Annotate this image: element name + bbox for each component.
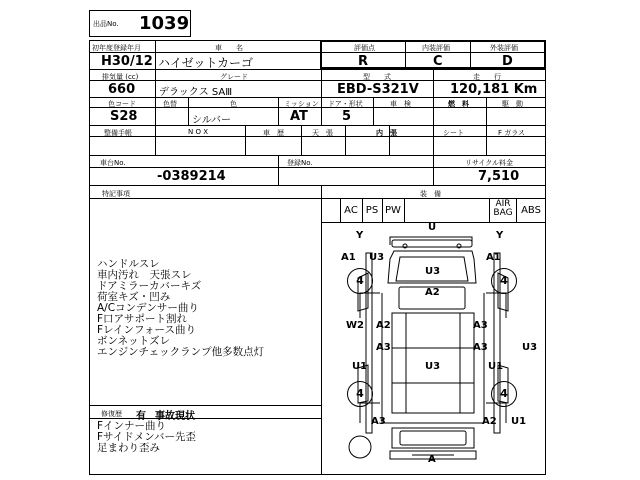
remark-item: ハンドルスレ [97, 258, 160, 270]
remark-item: ドアミラーカバーキズ [97, 280, 202, 292]
exterior-value: D [502, 54, 513, 69]
damage-a3-left-center: A3 [376, 342, 391, 353]
damage-u1-rear-right: U1 [511, 416, 527, 427]
label-model: 型 式 [363, 73, 391, 81]
label-exterior: 外装評価 [490, 44, 518, 52]
label-equipment: 装 備 [420, 190, 441, 198]
damage-a2-rear-right: A2 [482, 416, 497, 427]
equipment-abs: ABS [521, 205, 541, 216]
label-score: 評価点 [354, 44, 375, 52]
mission-value: AT [290, 109, 308, 124]
label-interior: 内装評価 [422, 44, 450, 52]
repair-item: Fサイドメンバー先歪 [97, 431, 196, 443]
label-seat: シート [443, 129, 464, 137]
model-value: EBD-S321V [337, 82, 419, 97]
color-value: シルバー [192, 115, 232, 126]
color-code-value: S28 [110, 109, 138, 124]
damage-y-right: Y [496, 230, 504, 241]
label-drive: 駆 動 [502, 100, 523, 108]
lot-number: 1039 [139, 13, 190, 34]
tire-front-right: 4 [491, 268, 517, 294]
tire-rear-right: 4 [491, 381, 517, 407]
label-repair: 修復歴 [101, 410, 122, 418]
remark-item: 荷室キズ・凹み [97, 291, 171, 303]
label-sunroof: 天 張 [312, 129, 333, 137]
damage-a1-tl: A1 [341, 252, 356, 263]
label-grade: グレード [220, 73, 248, 81]
damage-a2-hood: A2 [425, 287, 440, 298]
label-manual: 整備手帳 [104, 129, 132, 137]
score-value: R [358, 54, 369, 69]
damage-a3-right-lower: A3 [473, 342, 488, 353]
label-chassis-no: 車台No. [100, 159, 126, 167]
label-year: 初年度登録年月 [92, 44, 141, 52]
label-fuel: 燃 料 [448, 100, 469, 108]
label-car-name: 車 名 [215, 44, 243, 52]
grade-value: デラックス SAⅢ [159, 87, 233, 98]
label-glass: F ガラス [498, 129, 526, 137]
damage-u1-left: U1 [352, 361, 368, 372]
damage-a3-right-upper: A3 [473, 320, 488, 331]
remark-item: ボンネットズレ [97, 335, 171, 347]
doors-value: 5 [342, 109, 352, 124]
label-mission: ミッション [284, 100, 319, 108]
damage-top-u: U [428, 222, 437, 233]
damage-a1-tr: A1 [486, 252, 501, 263]
damage-a3-rear-left: A3 [371, 416, 386, 427]
remark-item: 車内汚れ 天張スレ [97, 269, 192, 281]
label-recycle: リサイクル料金 [465, 159, 514, 167]
repair-status: 有 [136, 411, 146, 422]
equipment-airbag: AIR BAG [493, 199, 513, 218]
label-color: 色 [230, 100, 237, 108]
mileage-value: 120,181 Km [450, 82, 538, 97]
tire-rear-left: 4 [347, 381, 373, 407]
label-interior-cloth: 内 張 [376, 129, 397, 137]
equipment-pw: PW [385, 205, 401, 216]
damage-u3-roof: U3 [425, 361, 441, 372]
remark-item: エンジンチェックランプ他多数点灯 [97, 346, 265, 358]
remark-item: F口アサポート割れ [97, 313, 188, 325]
label-history: 車 歴 [263, 129, 284, 137]
chassis-no-value: -0389214 [157, 169, 226, 184]
tire-front-left: 4 [347, 268, 373, 294]
label-mileage: 走 行 [473, 73, 501, 81]
label-inspection: 車 検 [390, 100, 411, 108]
damage-u3-hood: U3 [425, 266, 441, 277]
repair-item: 足まわり歪み [97, 442, 160, 454]
label-doors: ドア・形状 [328, 100, 363, 108]
repair-item: Fインナー曲り [97, 420, 167, 432]
label-color-code: 色コード [108, 100, 136, 108]
lot-label: 出品No. [93, 20, 119, 28]
equipment-ps: PS [365, 205, 379, 216]
label-remarks: 特記事項 [102, 190, 130, 198]
damage-u1-right: U1 [488, 361, 504, 372]
recycle-value: 7,510 [478, 169, 520, 184]
damage-a2-left: A2 [376, 320, 391, 331]
label-reg-no: 登録No. [287, 159, 313, 167]
damage-u3-tl: U3 [369, 252, 385, 263]
label-color-change: 色替 [163, 100, 177, 108]
car-name-value: ハイゼットカーゴ [158, 56, 254, 70]
label-displacement: 排気量 (cc) [102, 73, 139, 81]
remark-item: A/Cコンデンサー曲り [97, 302, 199, 314]
damage-u3-right: U3 [522, 342, 538, 353]
equipment-ac: AC [344, 205, 358, 216]
damage-bottom-a: A [428, 454, 436, 465]
year-value: H30/12 [101, 54, 153, 69]
interior-value: C [433, 54, 443, 69]
label-nox: N O X [188, 128, 208, 136]
remark-item: Fレインフォース曲り [97, 324, 196, 336]
displacement-value: 660 [108, 82, 136, 97]
damage-y-left: Y [356, 230, 364, 241]
repair-label: 事故現状 [155, 411, 195, 422]
damage-w2: W2 [346, 320, 364, 331]
